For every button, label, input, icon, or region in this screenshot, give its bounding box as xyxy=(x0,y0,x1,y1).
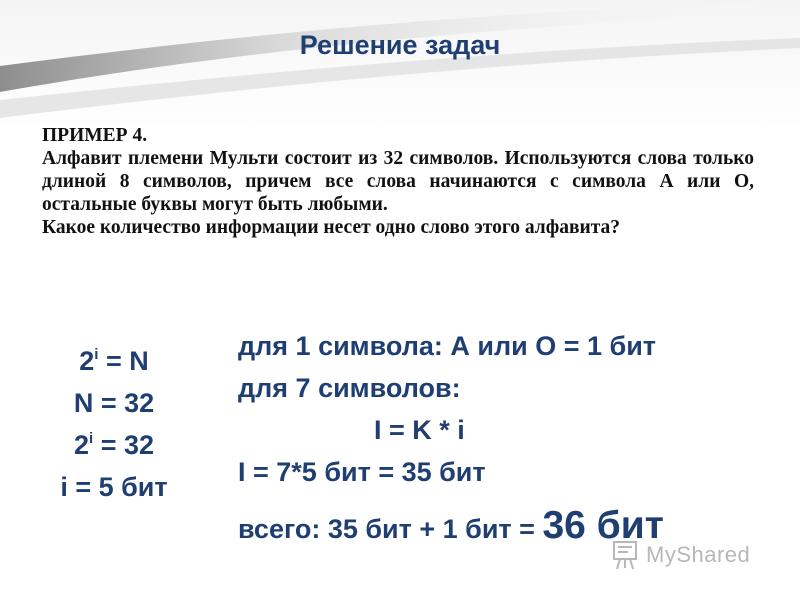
problem-statement xyxy=(42,124,754,239)
calc-formula: I = K * i xyxy=(374,415,465,445)
presentation-board-icon xyxy=(612,539,642,571)
left-calculation xyxy=(40,340,188,508)
right-calculation xyxy=(238,325,778,551)
formula-rest: = 32 xyxy=(93,430,154,460)
calc-seven-symbols-result: I = 7*5 бит = 35 бит xyxy=(238,457,486,487)
calc-total-text: всего: 35 бит + 1 бит = xyxy=(238,514,543,544)
calc-seven-symbols-label: для 7 символов: xyxy=(238,373,461,403)
formula-power-of-two xyxy=(40,340,188,382)
problem-paragraph-1: Алфавит племени Мульти состоит из 32 символов. Используются слова только длиной 8 символов, причем все слова начинаются с символа А или О, остальные буквы могут быть любыми. xyxy=(42,148,754,215)
formula-exponent: i xyxy=(94,346,99,363)
header-swoosh-decoration xyxy=(0,0,800,130)
formula-i-result: i = 5 бит xyxy=(60,472,168,502)
problem-paragraph-2: Какое количество информации несет одно слово этого алфавита? xyxy=(42,217,621,238)
problem-heading: ПРИМЕР 4. xyxy=(42,125,148,146)
formula-base: 2 xyxy=(79,346,95,376)
formula-base: 2 xyxy=(73,430,90,460)
calc-total-result: 36 бит xyxy=(542,504,664,547)
formula-exponent: i xyxy=(89,430,94,447)
formula-rest: = N xyxy=(98,346,149,376)
slide-title: Решение задач xyxy=(299,30,501,60)
calc-first-symbol: для 1 символа: А или О = 1 бит xyxy=(238,331,657,361)
watermark-text: MyShared xyxy=(646,542,751,567)
formula-n-value: N = 32 xyxy=(73,388,155,418)
formula-power-equation xyxy=(40,424,188,466)
myshared-watermark xyxy=(612,535,750,575)
